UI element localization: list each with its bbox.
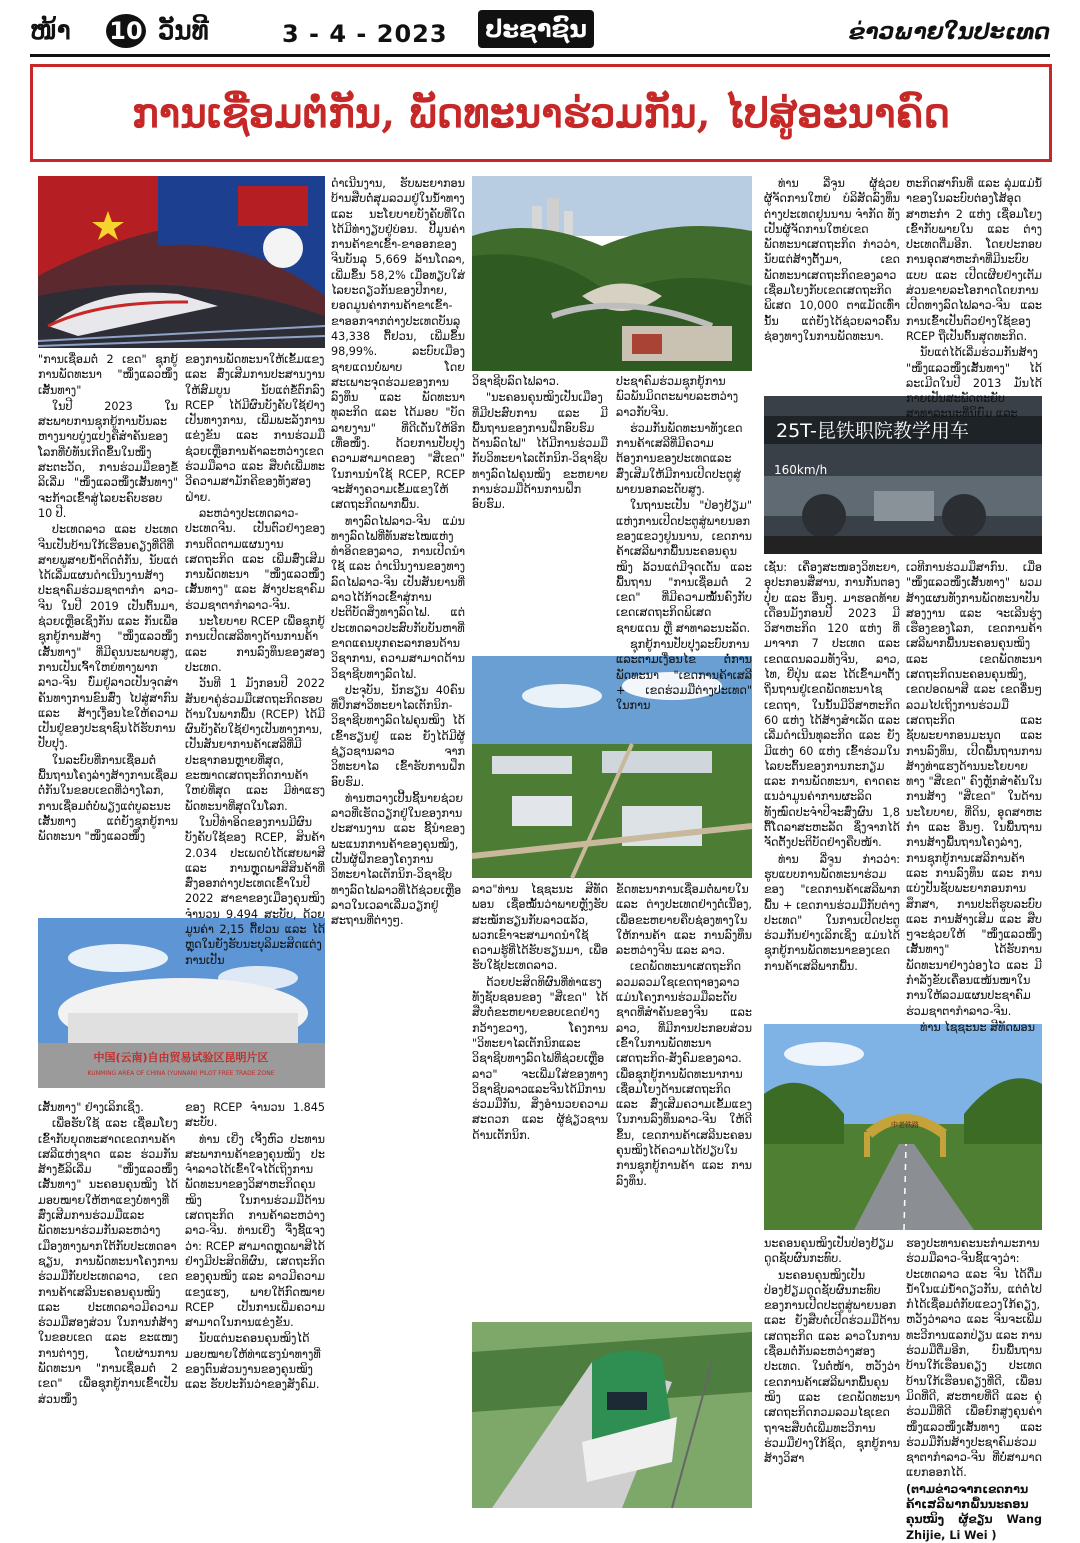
issue-date: 3 - 4 - 2023 [282,20,448,48]
paragraph: ເວທີການຮ່ວມມືສາກົນ. ເມື່ອ "ໜຶ່ງແລວໜຶ່ງເສັ້ນທາງ" ພວມສ້າງແຜນທັງການພັດທະນາປັນສອງງານ ແລະ ຈະເລີນຮຸ່ງເຮືອງຂອງໂລກ, ເຂດການຄ້າເສລີພາກພື້ນນະຄອນຄຸນໝິງ ແລະ ເຂດພັດທະນາເສດຖະກິດນະຄອນຄຸນໝິງ, ເຂດປອດພາສີ ແລະ ເຂດອື່ນໆ ລວມໄປເຖິງການຮ່ວມມືເສດຖະກິດ ແລະ ຊັບພະຍາກອນມະນຸດ ແລະ ການລົງທຶນ, ເປີດພື້ນຖານການສ້າງທ່າແຮງດ້ານນະໂຍບາຍທາງ "ສີ່ເຂດ" ຄົງຫຼັກສໍາຄັນໃນການສ້າງ "ສີ່ເຂດ" ໃນດ້ານນະໂຍບາຍ, ທີ່ດິນ, ອຸດສາຫະກໍາ ແລະ ອື່ນໆ. ໃນພື້ນຖານການສ້າງພື້ນຖານໂຄງລ່າງ, ການຊຸກຍູ້ການເສລີການຄ້າ ແລະ ການລົງທຶນ ແລະ ການແບ່ງປັນຊັບພະຍາກອນການສຶກສາ, ການປະຕິຮູບລະບົບ ແລະ ການສ້າງເສີມ ແລະ ສືບໆຈະຊ່ວຍໃຫ້ "ໜຶ່ງແລວໜຶ່ງເສັ້ນທາງ" ໄດ້ຮັບການພັດທະນາຢ່າງວ່ອງໄວ ແລະ ມີກໍາລັງຂັບເຄື່ອນແໜ້ນໜາໃນການໃຫ້ລວມແຜນປະຊາຄົມຮ່ວມຊາຕາກໍາລາວ-ຈີນ. [906,561,1042,1018]
article-column-4c [472,882,608,1318]
page-number: 10 [106,14,146,48]
paragraph: ເພື່ອຮັບໃຊ້ ແລະ ເຊື່ອມໂຍງເຂົ້າກັບຍຸດທະສາດເຂດການຄ້າເສລີແຫ່ງຊາດ ແລະ ຮ່ວມກັນສ້າງຂໍ້ລິເລີ່ມ "ໜຶ່ງແລວໜຶ່ງເສັ້ນທາງ" ນະຄອນຄຸນໝິງ ໄດ້ມອບໝາຍໃຫ້ຫາແຂງບໍ່ທາງທີ່ສົ່ງເສີມການຮ່ວມມືແລະພັດທະນາຮ່ວມກັນລະຫວ່າງເມືອງທາງພາກໃຕ້ກັບປະເທດອາຊຽນ, ການພັດທະນາໂຄງການຮ່ວມມືກັບປະເທດລາວ, ເຂດການຄ້າເສລີນະຄອນຄຸນໝິງ ແລະ ປະເທດລາວມີຄວາມຮ່ວມມືສອງສ່ວນ ໃນການກໍ່ສ້າງໃນຂອບເຂດ ແລະ ຂະແໜງການຕ່າງໆ, ໂດຍຜ່ານການພັດທະນາ "ການເຊື່ອມຕໍ່ 2 ເຂດ" ເພື່ອຊຸກຍູ້ການເຂົ້າເປັນສ່ວນໜຶ່ງ [38,1117,178,1406]
paragraph: ຊຸກຍູ້ການປັບປຸງລະບົບການແລະຕາມເງື່ອນໄຂ ຕໍ່ການພັດທະນາ "ເຂດການຄ້າເສລີ + ເຂດຮ່ວມມືຕ່າງປະເທດ" ໃນການ [616,638,752,713]
training-car-speed: 160km/h [774,463,828,477]
paragraph: ລາວ"ທ່ານ ໄຊຊະນະ ສີທັດພອນ ເຊື່ອໝັ້ນວ່າພາຍຫຼັງຮັບສະໝັກຮຽນກັບລາວແລ້ວ, ພວກເຂົາຈະສາມາດນໍາໃຊ້ຄວາມຮູ້ທີ່ໄດ້ຮັບຮຽນມາ, ເພື່ອຮັບໃຊ້ປະເທດລາວ. [472,883,608,973]
article-column-6c [906,1236,1042,1542]
paragraph: ດ້ວຍປະສິດທິຜົນທີ່ທ່າແຮງທັງຊັບຊອນຂອງ "ສີ່ເຂດ" ໄດ້ສືບຕໍ່ຂະຫຍາຍຂອບເຂດຢ່າງກວ້າງຂວາງ, ໂຄງການ "ວິທະຍາໄລເຕັກນິກແລະວິຊາຊີບທາງລົດໄຟທີ່ຊ່ວຍເຫຼືອລາວ" ຈະເພີ່ມໃສ່ຂອງທາງວິຊາຊີບລາວແລະຈີນໄດ້ມີການຮ່ວມມືກັນ, ສິ່ງອໍານວຍຄວາມສະດວກ ແລະ ຜູ້ຊ່ຽວຊານດ້ານເຕັກນິກ. [472,975,608,1142]
training-car-banner: 25T-昆铁职院教学用车 [776,420,969,442]
article-column-2b [185,1100,325,1508]
article-column-6a [906,176,1042,421]
page-header [30,14,1050,50]
paragraph: ໃນຖານະເປັນ "ປ່ອງຢ້ຽມ" ແຫ່ງການເປີດປະຕູສູ່ພາຍນອກຂອງແຂວງຢູນນານ, ເຂດການຄ້າເສລີພາກພື້ນນະຄອນຄຸນໝິງ ລ້ວນແຕ່ມີຈຸດເດັ່ນ ແລະ ພື້ນຖານ "ການເຊື່ອມຕໍ່ 2 ເຂດ" ທີ່ມີຄວາມໝັ້ນຄົງກັບເຂດເສດຖະກິດພິເສດ ຊາຍແດນ ຫຼື ສາທາລະນະລັດ. [616,499,752,635]
paragraph: ຂອງ RCEP ຈໍານວນ 1.845 ສະບັບ. [185,1101,325,1130]
headline-box [30,64,1052,162]
paragraph: ເສັ້ນທາງ" ຢ່າງເລິກເຊິ່ງ. [38,1101,144,1114]
paragraph: ຂັດທະນາການເຊື່ອມຕໍ່ພາຍໃນ ແລະ ຕ່າງປະເທດຢ່າງຕໍ່ເນື່ອງ, ເພື່ອຂະຫຍາຍຄືບຊ່ອງທາງໃນໃຫ້ການຄ້າ ແລະ ການລົງທຶນລະຫວ່າງຈີນ ແລະ ລາວ. [616,883,752,958]
article-column-4b [616,374,752,713]
article-caption: "ການເຊື່ອມຕໍ່ 2 ເຂດ" ຊຸກຍູ້ການພັດທະນາ "ໜຶ່ງແລວໜຶ່ງເສັ້ນທາງ" [38,353,178,397]
article-column-5b [764,560,900,1020]
article-column-3 [331,176,465,1508]
paragraph: ໃນລະບົບທີ່ການເຊື່ອມຕໍ່ພື້ນຖານໂຄງລ່າງສ້າງການເຊື່ອມຕໍ່ກັນໃນຂອບເຂດທີ່ວ່າງໂລກ, ການເຊື່ອມຕໍ່ບໍ່ພຽງແຕ່ບູລະນະເສັ້ນທາງ ແຕ່ຍັງຊຸກຍູ້ການພັດທະນາ "ໜຶ່ງແລວໜຶ່ງ [38,753,178,844]
paragraph: ເຊັ່ນ: ເຄື່ອງສະໜອງວິທະຍາ, ອຸປະກອນສື່ສານ, ການກັ່ນຕອງປຸ໋ຍ ແລະ ອື່ນໆ. ມາຮອດທ້າຍເດືອນມັງກອນປີ 2023 ມີວິສາຫະກິດ 120 ແຫ່ງ ທີ່ມາຈາກ 7 ປະເທດ ແລະ ເຂດແດນລວມທັງຈີນ, ລາວ, ໄທ, ຍີ່ປຸ່ນ ແລະ ໄດ້ເຂົ້າມາຕັ້ງຖິ່ນຖານຢູ່ເຂດພັດທະນາໄຊເຂດຖາ, ໃນນັ້ນມີວິສາຫະກິດ 60 ແຫ່ງ ໄດ້ສ້າງສໍາເລັດ ແລະ ເລີ່ມດໍາເນີນທຸລະກິດ ແລະ ຍັງມີແຫ່ງ 60 ແຫ່ງ ເຂົ້າຮ່ວມໃນໄລຍະຕົ້ນຂອງການກະກຽມ ແລະ ການພັດທະນາ, ຄາດຄະແນວ່າມູນຄ່າການຜະລິດທັງໝົດປະຈໍາປີຈະສົ່ງຜົນ 1,8 ຕື້ໂດລາສະຫະລັດ ຊຶ່ງຈາກໄດ້ຈັດຕັ້ງປະຕິບັດຢ່າງຄືບໜ້າ. [764,561,900,850]
paragraph: ທ່ານ ລີ່ຈູນ ກ່າວວ່າ: ຮູບແບບການພັດທະນາຮ່ວມຂອງ "ເຂດການຄ້າເສລີພາກພື້ນ + ເຂດການຮ່ວມມືກັບຕ່າງປະເທດ" ໃນການເປີດປະຕູຮ່ວມກັນຢ່າງເລິກເຊິ່ງ ແມ່ນໄດ້ຊຸກຍູ້ການພັດທະນາຂອງເຂດການຄ້າເສລີພາກພື້ນ. [764,852,900,973]
day-label: ວັນທີ [158,16,209,46]
paragraph: ໃນປີ 2023 ໃນສະພາບການຊຸກຍູ້ການບັນລະຫາງນາບບູ່ງແປງຄືສໍາຄັນຂອງໂລກທີ່ບໍ່ທັນເກີດຂຶ້ນໃນໜຶ່ງສະຕະວັດ, ການຮ່ວມມືຂອງຂໍ້ລິເລີ່ມ "ໜຶ່ງແລວໜຶ່ງເສັ້ນທາງ" ຈະກ້າວເຂົ້າສູ່ໄລຍະຄົບຮອບ 10 ປີ. [38,399,178,520]
paragraph: ດໍາເນີນງານ, ຮັບພະຍາກອນບ້ານສືບຕໍ່ສຸມລວມຢູ່ໃນນ້ຳທາງ ແລະ ນະໂຍບາຍບັງຄັບທີ່ໃດໄດ້ມີທ່າງຽບຢູ່ບ່ອນ. ປີ້ມູນຄ່າການຄ້າຂາເຂົ້າ-ຂາອອກຂອງຈີນບັນລຸ 5,669 ລ້ານໂດລາ, ເພີ່ມຂຶ້ນ 58,2% ເມື່ອທຽບໃສ່ໄລຍະດຽວກັນຂອງປີກາຍ, ຍອດມູນຄ່າການຄ້າຂາເຂົ້າ-ຂາອອກຈາກຕ່າງປະເທດບັນລຸ 43,338 ຕື້ຢວນ, ເພີ່ມຂຶ້ນ 98,99%. ລະບົບເມືອງຊາຍແດນບໍ່ພາບ ໂດຍສະເພາະຈຸດຮ່ວມຂອງການລົງທຶນ ແລະ ພັດທະນາທຸລະກິດ ແລະ ໄດ້ມອບ "ບັດລາຍງານ" ທີ່ດີເດັ່ນໃຫ້ອີກເທື່ອໜຶ່ງ. ດ້ວຍການປັບປຸງຄວາມສາມາດຂອງ "ສີ່ເຂດ" ໃນການນໍາໃຊ້ RCEP, RCEP ຈະສ້າງຄວາມເຂັ້ມແຂງໃຫ້ເສດຖະກິດພາກພື້ນ. [331,177,465,512]
paragraph: ທ່ານ ລີ່ຈູນ ຜູ້ຊ່ວຍຜູ້ຈັດການໃຫຍ່ ບໍລິສັດລົງທຶນຕ່າງປະເທດຢູນນານ ຈໍາກັດ ທັງເປັນຜູ້ຈັດການໃຫຍ່ເຂດພັດທະນາເສດຖະກິດ ກ່າວວ່າ, ນັບແຕ່ສ້າງຕັ້ງມາ, ເຂດພັດທະນາເສດຖະກິດຂອງລາວ ເຊື່ອມໂຍງກັບເຂດເສດຖະກິດພິເສດ 10,000 ຕາແມັດເທົ່ານັ້ນ ແຕ່ຍັງໄດ້ຊ່ວຍລາວຄົ້ນຊ່ອງທາງໃນການພັດທະນາ. [764,177,900,343]
expo-sign-chinese: 中国(云南)自由贸易试验区昆明片区 [93,1051,269,1064]
page-label: ໜ້າ [30,16,71,46]
article-column-1a [38,352,178,907]
article-column-6b [906,560,1042,1034]
section-name: ຂ່າວພາຍໃນປະເທດ [848,20,1050,45]
paragraph: ປະເທດລາວ ແລະ ປະເທດຈີນເປັນບ້ານໃກ້ເຮືອນຄຽງທີ່ດີທີ່ສາຍພູສາຍນໍ້າຕິດຕໍ່ກັນ, ນັບແຕ່ໄດ້ເລີ່ມແຜນດໍາເນີນງານສ້າງປະຊາຄົມຮ່ວມຊາຕາກໍາ ລາວ-ຈີນ ໃນປີ 2019 ເປັນຕົ້ນມາ, ຊ່ວຍເຫຼືອເຊິ່ງກັນ ແລະ ກັນເພື່ອຊຸກຍູ້ການສ້າງ "ໜຶ່ງແລວໜຶ່ງເສັ້ນທາງ" ທີ່ມີຄຸນນະພາບສູງ, ການເປັນເຈົ້າໃຫຍ່ທາງພາກລາວ-ຈີນ ບົ່ມຢູ່ລາວເປັນຈຸດສໍາຄັນທາງການຂົນສົ່ງ ໄປສູ່ສາກົນ ແລະ ສ້າງເງື່ອນໄຂໃຫ້ຄວາມເປັນຢູ່ຂອງປະຊາຊົນໄດ້ຮັບການປັບປຸງ. [38,523,178,751]
arch-sign: 中老铁路 [891,1121,919,1129]
headline: ການເຊື່ອມຕໍ່ກັນ, ພັດທະນາຮ່ວມກັນ, ໄປສູ່ອະນາຄົດ [131,89,951,137]
paragraph: ນະໂຍບາຍ RCEP ເພື່ອຊຸກຍູ້ການເປີດເສລີທາງດ້ານການຄ້າ ແລະ ການລົງທຶນຂອງສອງປະເທດ. [185,615,325,674]
photo-green-train [472,1322,752,1508]
article-column-5a [764,176,900,392]
photo-road-arch [764,1024,1042,1230]
paragraph: ປະຊາຄົມຮ່ວມຊຸກຍູ້ການພົວພັນມິດຕະພາບລະຫວ່າງລາວກັບຈີນ. [616,375,739,419]
article-column-1b [38,1100,178,1508]
paragraph: ຮອງປະທານຄະນະກໍາມະການຮ່ວມມືລາວ-ຈີນຊີ້ແຈງວ່າ: ປະເທດລາວ ແລະ ຈີນ ໄດ້ດື່ມນໍ້າໃນແມ່ນ້ຳດຽວກັນ, ແຕ່ຕໍ່ໄປກໍໄດ້ເຊື່ອມຕໍ່ກັບແຂວງໃກ້ຄຽງ, ຫວັງວ່າລາວ ແລະ ຈີນຈະເພີ່ມທະວີການແລກປ່ຽນ ແລະ ການຮ່ວມມືຕື່ມອີກ, ບົນພື້ນຖານບ້ານໃກ້ເຮືອນຄຽງ ປະເທດບ້ານໃກ້ເຮືອນຄຽງທີ່ດີ, ເພື່ອນມິດທີ່ດີ, ສະຫາຍທີ່ດີ ແລະ ຄູ່ຮ່ວມມືທີ່ດີ ເພື່ອຍົກສູງຄຸນຄ່າ ໜຶ່ງແລວໜຶ່ງເສັ້ນທາງ ແລະ ຮ່ວມມືກັນສ້າງປະຊາຄົມຮ່ວມຊາຕາກໍາລາວ-ຈີນ ທີ່ບໍ່ສາມາດແຍກອອກໄດ້. [906,1237,1042,1480]
paragraph: ປະຈຸບັນ, ນັກຮຽນ 40ຄົນ ທີ່ປຶກສາວິທະຍາໄລເຕັກນິກ-ວິຊາຊີບທາງລົດໄຟຄຸນໝິງ ໄດ້ເຂົ້າຮຽນຢູ່ ແລະ ຍັງໄດ້ມີຜູ້ຊ່ຽວຊານລາວ ຈາກວິທະຍາໄລ ເຂົ້າຮັບການຝຶກອົບຮົມ. [331,683,465,789]
article-column-4d [616,882,752,1318]
paragraph: "ນະຄອນຄຸນໝິງເປັນເມືອງທີ່ມີປະສົບການ ແລະ ມີພື້ນຖານຂອງການຝຶກອົບຮົມ ດ້ານລົດໄຟ" ໄດ້ມີການຮ່ວມມືກັບວິທະຍາໄລເຕັກນິກ-ວິຊາຊີບທາງລົດໄຟຄຸນໝິງ ຂະຫຍາຍການຮ່ວມມືດ້ານການຝຶກອົບຮົມ. [472,391,608,512]
masthead-logo: ປະຊາຊົນ [478,10,594,48]
article-credit: (ຕາມຂ່າວຈາກເຂດການຄ້າເສລີພາກພື້ນນະຄອນຄຸນໝິງ ຜູ້ຂຽນ Wang Zhijie, Li Wei ) [906,1482,1042,1542]
paragraph: ວິຊາຊີບລົດໄຟລາວ. [472,375,560,388]
paragraph: ທ່ານ ໄຊຊະນະ ສີທັດພອນ [920,1020,1035,1034]
paragraph: ທາງລົດໄຟລາວ-ຈີນ ແມ່ນທາງລົດໄຟທີ່ທັນສະໄໝແຫ່ງທໍາອິດຂອງລາວ, ການເປີດນໍາໃຊ້ ແລະ ດໍາເນີນງານຂອງທາງລົດໄຟລາວ-ຈີນ ເປັນສັນຍານທີ່ລາວໄດ້ກ້າວເຂົ້າສູ່ການປະຕິບັດສິ່ງທາງລົດໄຟ. ແຕ່ປະເທດລາວປະສົບກັບບັນຫາທີ່ຂາດແຄນບຸກຄະລາກອນດ້ານວິຊາການ, ຄວາມສາມາດດ້ານວິຊາຊີບທາງລົດໄຟ. [331,514,465,681]
paragraph: ວັນທີ 1 ມັງກອນປີ 2022 ສັນຍາຄູ່ຮ່ວມມືເສດຖະກິດຮອບດ້ານໃນພາກພື້ນ (RCEP) ໄດ້ມີຜົນບັງຄັບໃຊ້ຢ່າງເປັນທາງການ, ເປັນສັນຍາການຄ້າເສລີທີ່ມີປະຊາກອນຫຼາຍທີ່ສຸດ, ຂະໜາດເສດຖະກິດການຄ້າໃຫຍ່ທີ່ສຸດ ແລະ ມີທ່າແຮງພັດທະນາທີ່ສຸດໃນໂລກ. [185,677,325,813]
paragraph: ຂອງການພັດທະນາໃຫ້ເຂັ້ມແຂງ ແລະ ສົ່ງເສີມການປະສານງານໃຫ້ສົມບູນ ນັບແຕ່ຂໍ້ຕົກລົງ RCEP ໄດ້ມີຜົນບັງຄັບໃຊ້ຢ່າງເປັນທາງການ, ເພີ່ມພະລັງການແຂ່ງຂັນ ແລະ ການຮ່ວມມືຊ່ວຍເຫຼືອການຄ້າລະຫວ່າງເຂດຮ່ວມມືລາວ ແລະ ສືບຕໍ່ເພີ່ມທະວີຄວາມສາມັກຄີຂອງທັງສອງຝ່າຍ. [185,353,325,504]
paragraph: ທ່ານ ເຍີ່ງ ເຈີ້ງຫົວ ປະທານສະພາການຄ້າຂອງຄຸນໝິງ ປະຈໍາລາວໄດ້ເຂົ້າໃຈໄດ້ເຖິງການພັດທະນາຂອງວິສາຫະກິດຄຸນໝິງ ໃນການຮ່ວມມືດ້ານເສດຖະກິດ ການຄ້າລະຫວ່າງລາວ-ຈີນ. ທ່ານເຍີ່ງ ຈື່ງຊີ້ແຈງວ່າ: RCEP ສາມາດຫຼຸດພາສີໄດ້ຢ່າງມີປະສິດທິຜົນ, ເສດຖະກິດຂອງຄຸນໝິງ ແລະ ລາວມີຄວາມແຂງແຮງ, ພາຍໃຕ້ກົດໝາຍ RCEP ເປັນການເພີ່ມຄວາມສາມາດໃນການແຂ່ງຂັນ. [185,1132,325,1330]
paragraph: ນະຄອນຄຸນໝິງເປັນປ່ອງຢ້ຽມ ດູດຊັບຜົນກະທົບ. [764,1237,894,1266]
photo-train-flags [38,176,325,348]
paragraph: ທ່ານຫວາງເປີ້ນຊີ້ນາຍຊ່ວຍລາວທີ່ເຮັດວຽກຢູ່ໃນຂອງການປະສານງານ ແລະ ຊີ້ນໍາຂອງພະແນກການຄ້າຂອງຄຸນໝິງ, ເປັນຜູ້ຝຶກຂອງໂຄງການວິທະຍາໄລເຕັກນິກ-ວິຊາຊີບທາງລົດໄຟລາວທີ່ໄດ້ຊ່ວຍເຫຼືອລາວໃນເວລາເລີ່ມວຽກຢູ່ສະຖານທີ່ຕ່າງໆ. [331,791,465,928]
header-divider [30,54,1050,57]
paragraph: ນະຄອນຄຸນໝິງເປັນປ່ອງຢ້ຽມດູດຊັບຜົນກະທົບຂອງການເປີດປະຕູສູ່ພາຍນອກ ແລະ ຍັງສືບຕໍ່ເປີດຮ່ວມມືດ້ານເສດຖະກິດ ແລະ ລາວໃນການເຊື່ອມຕໍ່ກັນລະຫວ່າງສອງປະເທດ. ໃນຕໍ່ໜ້າ, ຫວັງວ່າເຂດການຄ້າເສລີພາກພື້ນຄຸນໝິງ ແລະ ເຂດພັດທະນາເສດຖະກິດກວມລວມໄຊເຂດຖາຈະສືບຕໍ່ເພີ່ມທະວີການຮ່ວມມືຢ່າງໃກ້ຊິດ, ຊຸກຍູ້ການສ້າງວິສາ [764,1268,900,1466]
paragraph: ໃນປີທໍາອິດຂອງການມີຜົນບັງຄັບໃຊ້ຂອງ RCEP, ສິນຄ້າ 2.034 ປະເພດບໍ່ໄດ້ເສຍພາສີ ແລະ ການຫຼຸດພາສີສິນຄ້າທີ່ສົ່ງອອກຕ່າງປະເທດເຂົ້າໃນປີ 2022 ສາຂາຂອງເມືອງຄຸນໝິງຈໍານວນ 9.494 ສະບັບ, ດ້ວຍມູນຄ່າ 2,15 ຕື້ຢວນ ແລະ ໄດ້ຫຼຸດໃນຍັງຮັບນະບຸລິມະສິດແຕ່ງການເປັນ [185,815,325,967]
paragraph: ນັບແຕ່ນະຄອນຄຸນໝິງໄດ້ມອບໝາຍໃຫ້ທ່າແຮງນຳທາງທີ່ຂອງຕົນສ່ວນງານຂອງຄຸນໝິງ ແລະ ຮັບປະກັນວ່າຂອງສັງຄົມ. [185,1332,321,1392]
expo-sign-english: KUNMING AREA OF CHINA (YUNNAN) PILOT FREE TRADE ZONE [87,1070,275,1077]
paragraph: ນັບແຕ່ໄດ້ເລີ່ມຮ່ວມກັນສ້າງ "ໜຶ່ງແລວໜຶ່ງເສັ້ນທາງ" ໄດ້ລະເມີດໃນປີ 2013 ມັນໄດ້ກາຍເປັນສະພັດຕະຍັບສາທາລະນະທີ່ນິຍົມ ແລະ [906,346,1042,421]
paragraph: ລະຫວ່າງປະເທດລາວ-ປະເທດຈີນ. ເປັນຕົວຢ່າງຂອງການຕິດຕາມແຜນງານເສດຖະກິດ ແລະ ເພີ່ມສົ່ງເສີມການພັດທະນາ "ໜຶ່ງແລວໜຶ່ງເສັ້ນທາງ" ແລະ ສ້າງປະຊາຄົມຮ່ວມຊາຕາກໍາລາວ-ຈີນ. [185,506,325,612]
paragraph: ຫະກິດສາກົນທີ່ ແລະ ລຸ່ມແມ່ນ້ໍາຂອງໃນລະບົບຕ່ອງໂສ້ອຸດສາຫະກໍາ 2 ແຫ່ງ ເຊື່ອມໂຍງເຂົ້າກັບພາຍໃນ ແລະ ຕ່າງປະເທດຕື່ມອີກ. ໂດຍປະກອບການອຸດສາຫະກໍາທີ່ມີນະບົບແບບ ແລະ ເປີດເຜີຍຢ່າງເຕັມສ່ວນຂາຍລະໂອກາດໂດຍການເປີດທາງລົດໄຟລາວ-ຈີນ ແລະ ການເຂົ້າເປັນຕົວຢ່າງໃຊ້ຂອງ RCEP ຖືເປັນຕົ້ນສຸດທະກິດ. [906,177,1042,343]
paragraph: ຮ່ວມກັນພັດທະນາທັງເຂດການຄ້າເສລີທີ່ມີຄວາມຕ້ອງການຂອງປະເທດແລະສົ່ງເສີມໃຫ້ມີການເປີດປະຕູສູ່ພາຍນອກລະດັບສູງ. [616,421,743,497]
article-column-2a [185,352,325,967]
photo-valley-station [472,176,752,371]
article-column-5c [764,1236,900,1508]
article-column-4a [472,374,608,652]
paragraph: ເຂດພັດທະນາເສດຖະກິດລວມລວມໃຊເຂດຖາອງລາວແມ່ນໂຄງການຮ່ວມມືລະດັບຊາດທີ່ສໍາຄັນຂອງຈີນ ແລະ ລາວ, ທີ່ມີການປະກອບສ່ວນເຂົ້າໃນການພັດທະນາເສດຖະກິດ-ສັງຄົມຂອງລາວ. ເພື່ອຊຸກຍູ້ການພັດທະນາການເຊື່ອມໂຍງດ້ານເສດຖະກິດ ແລະ ສົ່ງເສີມຄວາມເຂັ້ມແຂງໃນການລົງທຶນລາວ-ຈີນ ໃຫ້ດີຂຶ້ນ, ເຂດການຄ້າເສລີນະຄອນຄຸນໝິງໄດ້ຄວາມໄດ້ປຽບໃນການຊຸກຍູ້ການຄ້າ ແລະ ການລົງທຶນ. [616,960,752,1188]
